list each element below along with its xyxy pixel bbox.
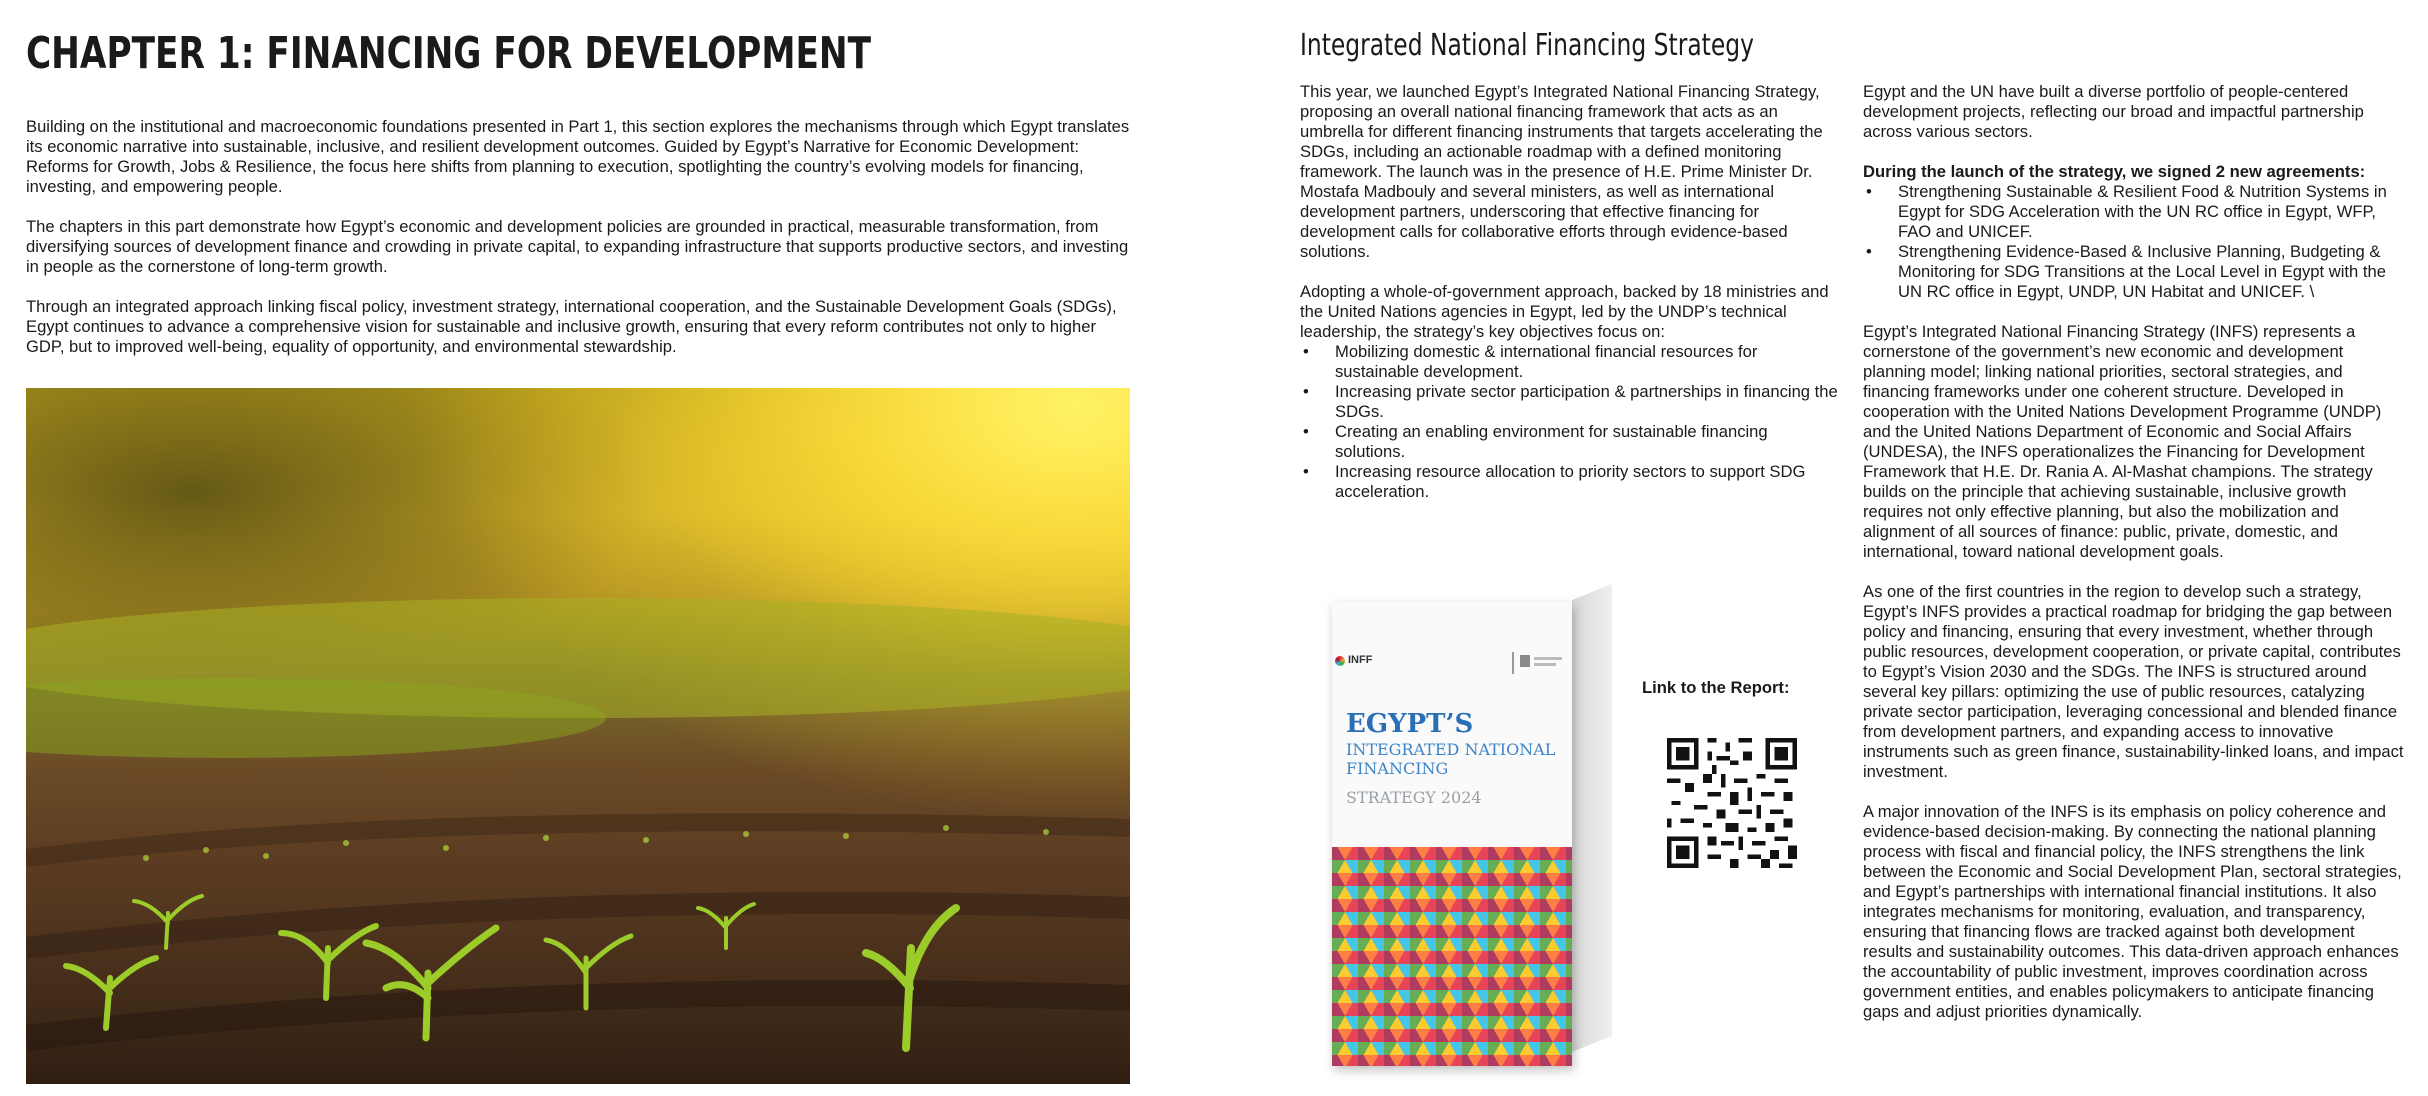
infs-cornerstone-paragraph: Egypt’s Integrated National Financing Strategy (INFS) represents a cornerstone of the government’s new economic and development planning model; linking national priorities, sectoral strategies, and financing frameworks under one coherent structure. Developed in cooperation with the United Nations Development Programme (UNDP) and the United Nations Department of Economic and Social Affairs (UNDESA), the INFS operationalizes the Financing for Development Framework that H.E. Dr. Rania A. Al-Mashat champions. The strategy builds on the principle that achieving sustainable, inclusive growth requires not only effective planning, but also the mobilization and alignment of all sources of finance: public, private, domestic, and international, toward national development goals. bbox=[1863, 322, 2382, 561]
list-item: • Strengthening Evidence-Based & Inclusive Planning, Budgeting & Monitoring for SDG Transitions at the Local Level in Egypt with the UN RC office in Egypt, UNDP, UN Habitat and UNICEF. \ bbox=[1863, 242, 2407, 302]
objectives-list bbox=[1300, 342, 1840, 502]
list-item: • Increasing resource allocation to priority sectors to support SDG acceleration. bbox=[1300, 462, 1840, 502]
seedlings-illustration bbox=[26, 388, 1130, 1084]
book-title: EGYPT’S bbox=[1346, 709, 1474, 739]
infs-innovation-paragraph: A major innovation of the INFS is its emphasis on policy coherence and evidence-based decision-making. By connecting the national planning process with fiscal and financial policy, the INFS strengthens the link between the Economic and Social Development Plan, sectoral strategies, and Egypt’s partnerships with international financial institutions. It also integrates mechanisms for monitoring, evaluation, and transparency, ensuring that financing flows are tracked against both development results and sustainability outcomes. This data-driven approach enhances the accountability of public investment, improves coordination across government entities, and enables policymakers to anticipate financing gaps and adjust priorities dynamically. bbox=[1863, 802, 2402, 1021]
intro-paragraph-2: The chapters in this part demonstrate how Egypt’s economic and development policies are grounded in practical, measurable transformation, from diversifying sources of development finance and crowding in private capital, to expanding infrastructure that supports productive sectors, and investing in people as the cornerstone of long-term growth. bbox=[26, 217, 1129, 276]
agreements-heading: During the launch of the strategy, we signed 2 new agreements: bbox=[1863, 162, 2366, 181]
list-item: • Mobilizing domestic & international financial resources for sustainable development. bbox=[1300, 342, 1840, 382]
book-spine bbox=[1572, 584, 1612, 1052]
sdg-wheel-icon bbox=[1335, 656, 1345, 666]
report-link-label: Link to the Report: bbox=[1642, 678, 1790, 697]
chapter-title: CHAPTER 1: FINANCING FOR DEVELOPMENT bbox=[26, 28, 872, 79]
intro-paragraph-1: Building on the institutional and macroeconomic foundations presented in Part 1, this section explores the mechanisms through which Egypt translates its economic narrative into sustainable, inclusive, and resilient development outcomes. Guided by Egypt’s Narrative for Economic Development: Reforms for Growth, Jobs & Resilience, the focus here shifts from planning to execution, spotlighting the country’s evolving models for financing, investing, and empowering people. bbox=[26, 117, 1130, 196]
inff-logo: INFF bbox=[1348, 654, 1373, 666]
book-front-cover bbox=[1332, 602, 1572, 1066]
list-item: • Increasing private sector participation & partnerships in financing the SDGs. bbox=[1300, 382, 1840, 422]
book-subtitle: INTEGRATED NATIONAL FINANCING bbox=[1346, 740, 1556, 778]
approach-paragraph: Adopting a whole-of-government approach, backed by 18 ministries and the United Nations agencies in Egypt, led by the UNDP’s technical leadership, the strategy’s key objectives focus on: bbox=[1300, 282, 1829, 341]
report-cover-mockup bbox=[1322, 596, 1622, 1074]
launch-paragraph: This year, we launched Egypt’s Integrated National Financing Strategy, proposing an overall national financing framework that acts as an umbrella for different financing instruments that targets accelerating the SDGs, including an actionable roadmap with a defined monitoring framework. The launch was in the presence of H.E. Prime Minister Dr. Mostafa Madbouly and several ministers, as well as international development partners, underscoring that effective financing for development calls for collaborative efforts through evidence-based solutions. bbox=[1300, 82, 1823, 261]
agreements-list bbox=[1863, 182, 2407, 302]
section-heading: Integrated National Financing Strategy bbox=[1300, 28, 1754, 63]
book-strategy-line: STRATEGY 2024 bbox=[1346, 788, 1482, 807]
list-item: • Strengthening Sustainable & Resilient Food & Nutrition Systems in Egypt for SDG Acceleration with the UN RC office in Egypt, WFP, FAO and UNICEF. bbox=[1863, 182, 2407, 242]
ministry-emblem-icon bbox=[1512, 652, 1564, 674]
text-column-left bbox=[1300, 82, 1840, 522]
list-item: • Creating an enabling environment for sustainable financing solutions. bbox=[1300, 422, 1840, 462]
qr-code-icon[interactable] bbox=[1667, 738, 1797, 868]
sdg-cube-pattern bbox=[1332, 847, 1572, 1066]
chapter-intro bbox=[26, 117, 1130, 377]
text-column-right bbox=[1863, 82, 2407, 1042]
infs-roadmap-paragraph: As one of the first countries in the region to develop such a strategy, Egypt’s INFS provides a practical roadmap for bridging the gap between policy and financing, ensuring that every investment, whether through public resources, development cooperation, or private capital, contributes to Egypt’s Vision 2030 and the SDGs. The INFS is structured around several key pillars: optimizing the use of public resources, catalyzing private sector participation, leveraging concessional and blended finance from development partners, and expanding access to innovative instruments such as green finance, sustainability-linked loans, and impact investment. bbox=[1863, 582, 2404, 781]
seedlings-field-photo bbox=[26, 388, 1130, 1084]
portfolio-paragraph: Egypt and the UN have built a diverse portfolio of people-centered development projects, reflecting our broad and impactful partnership across various sectors. bbox=[1863, 82, 2364, 141]
intro-paragraph-3: Through an integrated approach linking fiscal policy, investment strategy, international cooperation, and the Sustainable Development Goals (SDGs), Egypt continues to advance a comprehensive vision for sustainable and inclusive growth, ensuring that every reform contributes not only to higher GDP, but to improved well-being, equality of opportunity, and environmental stewardship. bbox=[26, 297, 1117, 356]
